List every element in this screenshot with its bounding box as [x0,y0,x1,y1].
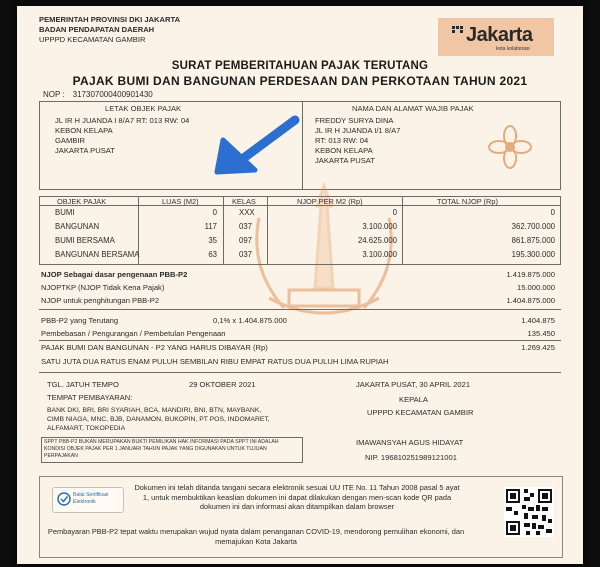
divider [560,101,561,189]
wajib-line: FREDDY SURYA DINA [315,116,394,125]
sppt-disclaimer: SPPT PBB-P2 BUKAN MERUPAKAN BUKTI PEMILIKAN HAK INFORMASI PADA SPPT INI ADALAH KONDISI OBJEK PAJAK PER 1 JANUARI TAHUN PAJAK YANG DIGUNAKAN UNTUK TUJUAN PERPAJAKAN [41,437,303,463]
issuer-header [39,15,180,45]
covid-message: Pembayaran PBB-P2 tepat waktu merupakan wujud nyata dalam penanganan COVID-19, mendorong pemulihan ekonomi, dan memajukan Kota Jakarta [47,527,465,546]
harus-bayar-label: PAJAK BUMI DAN BANGUNAN - P2 YANG HARUS DIBAYAR (Rp) [41,343,268,352]
logo-wordmark: Jakarta [466,24,533,46]
divider [39,340,561,341]
wajib-line: KEBON KELAPA [315,146,373,155]
table-cell: 3.100.000 [362,250,397,259]
signer-nip: NIP. 196810251989121001 [365,453,457,462]
logo-tagline: kota kolaborasi [496,46,530,52]
sppt-document [17,6,583,564]
table-cell: 3.100.000 [362,222,397,231]
table-cell: 861.875.000 [511,236,555,245]
bank-list [47,406,270,433]
bank-line: CIMB NIAGA, MNC, BJB, DANAMON, BUKOPIN, PT POS, INDOMARET, [47,416,270,423]
bsre-logo-icon [57,492,71,506]
nop-value: 317307000400901430 [72,90,153,99]
divider [560,196,561,264]
sign-role2: UPPPD KECAMATAN GAMBIR [367,408,474,417]
table-cell: BUMI BERSAMA [55,236,115,245]
jakarta-logo [438,18,554,56]
njoptkp-label: NJOPTKP (NJOP Tidak Kena Pajak) [41,283,165,292]
table-cell: BANGUNAN [55,222,100,231]
table-cell: BUMI [55,208,75,217]
terbilang: SATU JUTA DUA RATUS ENAM PULUH SEMBILAN RIBU EMPAT RATUS DUA PULUH LIMA RUPIAH [41,357,389,366]
signer-name: IMAWANSYAH AGUS HIDAYAT [356,438,464,447]
issuer-line2: BADAN PENDAPATAN DAERAH [39,25,155,34]
document-subtitle: PAJAK BUMI DAN BANGUNAN PERDESAAN DAN PERKOTAAN TAHUN 2021 [72,74,528,88]
bsre-badge [52,487,124,513]
divider [223,196,224,264]
table-cell: 362.700.000 [511,222,555,231]
issuer-line3: UPPPD KECAMATAN GAMBIR [39,35,146,44]
wajib-address [315,116,400,166]
issuer-line1: PEMERINTAH PROVINSI DKI JAKARTA [39,15,181,24]
e-sign-statement: Dokumen ini telah ditanda tangani secara elektronik sesuai UU ITE No. 11 Tahun 2008 pasal 5 ayat 1, untuk membuktikan keaslian dokumen ini dapat dilakukan dengan men-scan kode QR pada dokumen ini dan informasi akan ditampilkan dalam browser [134,483,460,512]
bank-line: BANK DKI, BRI, BRI SYARIAH, BCA, MANDIRI, BNI, BTN, MAYBANK, [47,407,262,414]
col-kelas: KELAS [232,197,256,206]
table-cell: BANGUNAN BERSAMA [55,250,140,259]
footer-box [39,476,563,558]
pembebasan-label: Pembebasan / Pengurangan / Pembetulan Pengenaan [41,329,226,338]
table-cell: 0 [550,208,555,217]
table-cell: 0 [212,208,217,217]
terutang-label: PBB-P2 yang Terutang [41,316,119,325]
table-cell: 037 [239,222,253,231]
col-luas: LUAS (M2) [162,197,199,206]
wajib-line: JAKARTA PUSAT [315,156,375,165]
divider [39,196,40,264]
divider [39,101,40,189]
table-cell: 0 [392,208,397,217]
divider [39,372,561,373]
njop-hitung-value: 1.404.875.000 [506,296,555,305]
jatuh-tempo-value: 29 OKTOBER 2021 [189,380,256,389]
divider [402,196,403,264]
tempat-pembayaran-label: TEMPAT PEMBAYARAN: [47,393,133,402]
wajib-line: RT: 013 RW: 04 [315,136,369,145]
table-cell: 037 [239,250,253,259]
objek-line: JL IR H JUANDA I 8/A7 RT: 013 RW: 04 [55,116,190,125]
divider [39,264,561,265]
sign-role1: KEPALA [399,395,428,404]
objek-line: GAMBIR [55,136,85,145]
arrow-annotation-icon [203,114,303,184]
jakarta-logo-icon [452,26,464,46]
col-njop-m2: NJOP PER M2 (Rp) [297,197,363,206]
objek-line: KEBON KELAPA [55,126,113,135]
wajib-heading: NAMA DAN ALAMAT WAJIB PAJAK [352,104,474,113]
nop-field [43,90,153,99]
document-title: SURAT PEMBERITAHUAN PAJAK TERUTANG [171,60,429,72]
harus-bayar-value: 1.269.425 [521,343,555,352]
divider [39,309,561,310]
table-cell: 097 [239,236,253,245]
wajib-line: JL IR H JUANDA I/1 8/A7 [315,126,401,135]
qr-code-icon[interactable] [504,487,554,537]
jatuh-tempo-label: TGL. JATUH TEMPO [47,380,119,389]
ornament-icon [487,124,533,170]
bsre-label: Balai Sertifikasi Elektronik [73,492,109,505]
njoptkp-value: 15.000.000 [516,283,555,292]
nop-label: NOP : [43,90,65,99]
col-objek: OBJEK PAJAK [57,197,107,206]
njop-value: 1.419.875.000 [506,270,555,279]
terutang-formula: 0,1% x 1.404.875.000 [213,316,287,325]
table-cell: 63 [208,250,217,259]
njop-label: NJOP Sebagai dasar pengenaan PBB-P2 [41,270,188,279]
table-cell: 117 [204,222,217,231]
divider [39,101,561,102]
sign-place-date: JAKARTA PUSAT, 30 APRIL 2021 [356,380,471,389]
njop-hitung-label: NJOP untuk penghitungan PBB-P2 [41,296,160,305]
divider [267,196,268,264]
objek-heading: LETAK OBJEK PAJAK [105,104,182,113]
objek-address [55,116,189,156]
objek-line: JAKARTA PUSAT [55,146,115,155]
table-cell: 195.300.000 [511,250,555,259]
terutang-value: 1.404.875 [521,316,555,325]
table-cell: 35 [208,236,217,245]
pembebasan-value: 135.450 [527,329,555,338]
col-total: TOTAL NJOP (Rp) [437,197,498,206]
table-cell: XXX [239,208,255,217]
table-cell: 24.625.000 [357,236,397,245]
bank-line: ALFAMART, TOKOPEDIA [47,425,126,432]
